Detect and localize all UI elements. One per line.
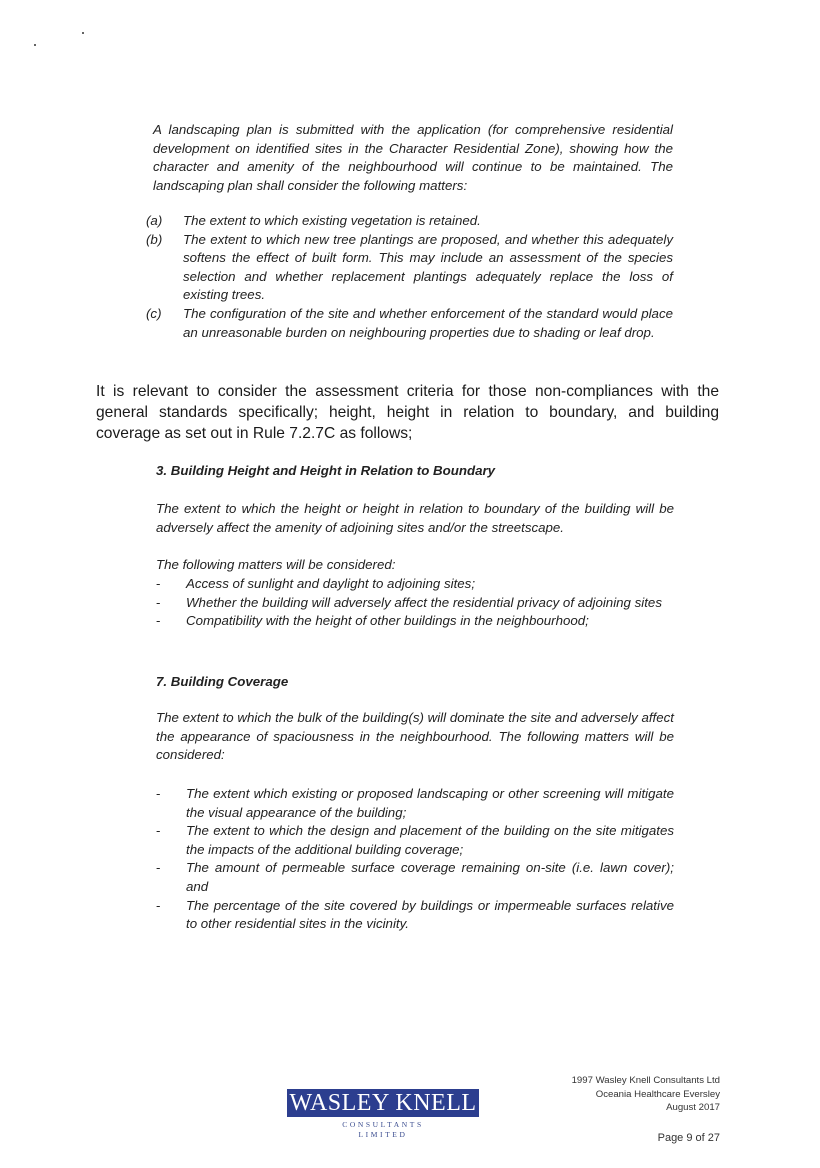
list-marker: - xyxy=(156,823,161,839)
landscaping-matters-list xyxy=(146,212,673,342)
list-item-text: The amount of permeable surface coverage remaining on-site (i.e. lawn cover); and xyxy=(186,860,674,894)
scan-speck xyxy=(82,32,84,34)
section-7-paragraph: The extent to which the bulk of the building(s) will dominate the site and adversely affect the appearance of spaciousness in the neighbourhood. The following matters will be considered: xyxy=(156,710,674,763)
list-item xyxy=(156,594,674,613)
section-3-matters-intro: The following matters will be considered: xyxy=(156,557,396,572)
list-item xyxy=(156,612,674,631)
list-marker: - xyxy=(156,576,161,591)
section-3-paragraph: The extent to which the height or height in relation to boundary of the building will be adversely affect the amenity of adjoining sites and/or the streetscape. xyxy=(156,501,674,535)
footer-project: Oceania Healthcare Eversley xyxy=(595,1088,720,1100)
list-item-text: The extent to which existing vegetation is retained. xyxy=(183,213,481,228)
section-3-matters-list xyxy=(156,575,674,631)
list-item xyxy=(156,822,674,859)
scan-speck xyxy=(34,44,36,46)
list-marker: - xyxy=(156,897,161,913)
footer-company: 1997 Wasley Knell Consultants Ltd xyxy=(571,1075,720,1086)
list-item-text: The configuration of the site and whether enforcement of the standard would place an unreasonable burden on neighbouring properties due to shading or leaf drop. xyxy=(183,305,673,340)
list-marker: (b) xyxy=(146,231,163,247)
list-item xyxy=(156,575,674,594)
wasley-knell-logo: WASLEY KNELL xyxy=(287,1089,479,1117)
list-item-text: The percentage of the site covered by buildings or impermeable surfaces relative to other residential sites in the vicinity. xyxy=(186,897,674,932)
section-7-matters-list xyxy=(156,785,674,934)
list-marker: (a) xyxy=(146,213,163,228)
landscaping-plan-quote: A landscaping plan is submitted with the application (for comprehensive residential development on identified sites in the Character Residential Zone), showing how the character and amenity of the neighbourhood will continue to be maintained. The landscaping plan shall consider the following matters: xyxy=(153,122,673,193)
list-item-text: The extent which existing or proposed landscaping or other screening will mitigate the visual appearance of the building; xyxy=(186,786,674,820)
section-3-heading: 3. Building Height and Height in Relation to Boundary xyxy=(156,463,496,478)
list-item xyxy=(146,212,673,231)
list-item xyxy=(156,859,674,896)
list-item-text: Whether the building will adversely affect the residential privacy of adjoining sites xyxy=(186,594,662,610)
list-item xyxy=(146,305,673,342)
list-item-text: The extent to which new tree plantings are proposed, and whether this adequately softens the effect of built form. This may include an assessment of the species selection and whether replacement plantings adequately replace the loss of existing trees. xyxy=(183,231,673,303)
footer-info xyxy=(572,1074,720,1115)
list-item xyxy=(156,897,674,934)
list-marker: - xyxy=(156,613,161,629)
list-item-text: Access of sunlight and daylight to adjoining sites; xyxy=(186,576,476,591)
list-marker: - xyxy=(156,860,161,876)
list-item xyxy=(146,231,673,305)
list-marker: (c) xyxy=(146,305,162,321)
list-marker: - xyxy=(156,786,161,801)
logo-subtitle-consultants: CONSULTANTS xyxy=(342,1120,424,1129)
list-item-text: The extent to which the design and placement of the building on the site mitigates the impacts of the additional building coverage; xyxy=(186,823,674,857)
section-7-heading: 7. Building Coverage xyxy=(156,674,289,689)
list-item xyxy=(156,785,674,822)
logo-subtitle-limited: LIMITED xyxy=(358,1130,408,1139)
assessment-criteria-paragraph: It is relevant to consider the assessment criteria for those non-compliances with the general standards specifically; height, height in relation to boundary, and building coverage as set out in Rule 7.2.7C as follows; xyxy=(96,383,719,442)
footer-date: August 2017 xyxy=(666,1102,720,1113)
list-item-text: Compatibility with the height of other buildings in the neighbourhood; xyxy=(186,613,589,629)
page-number: Page 9 of 27 xyxy=(657,1132,720,1144)
list-marker: - xyxy=(156,594,161,610)
